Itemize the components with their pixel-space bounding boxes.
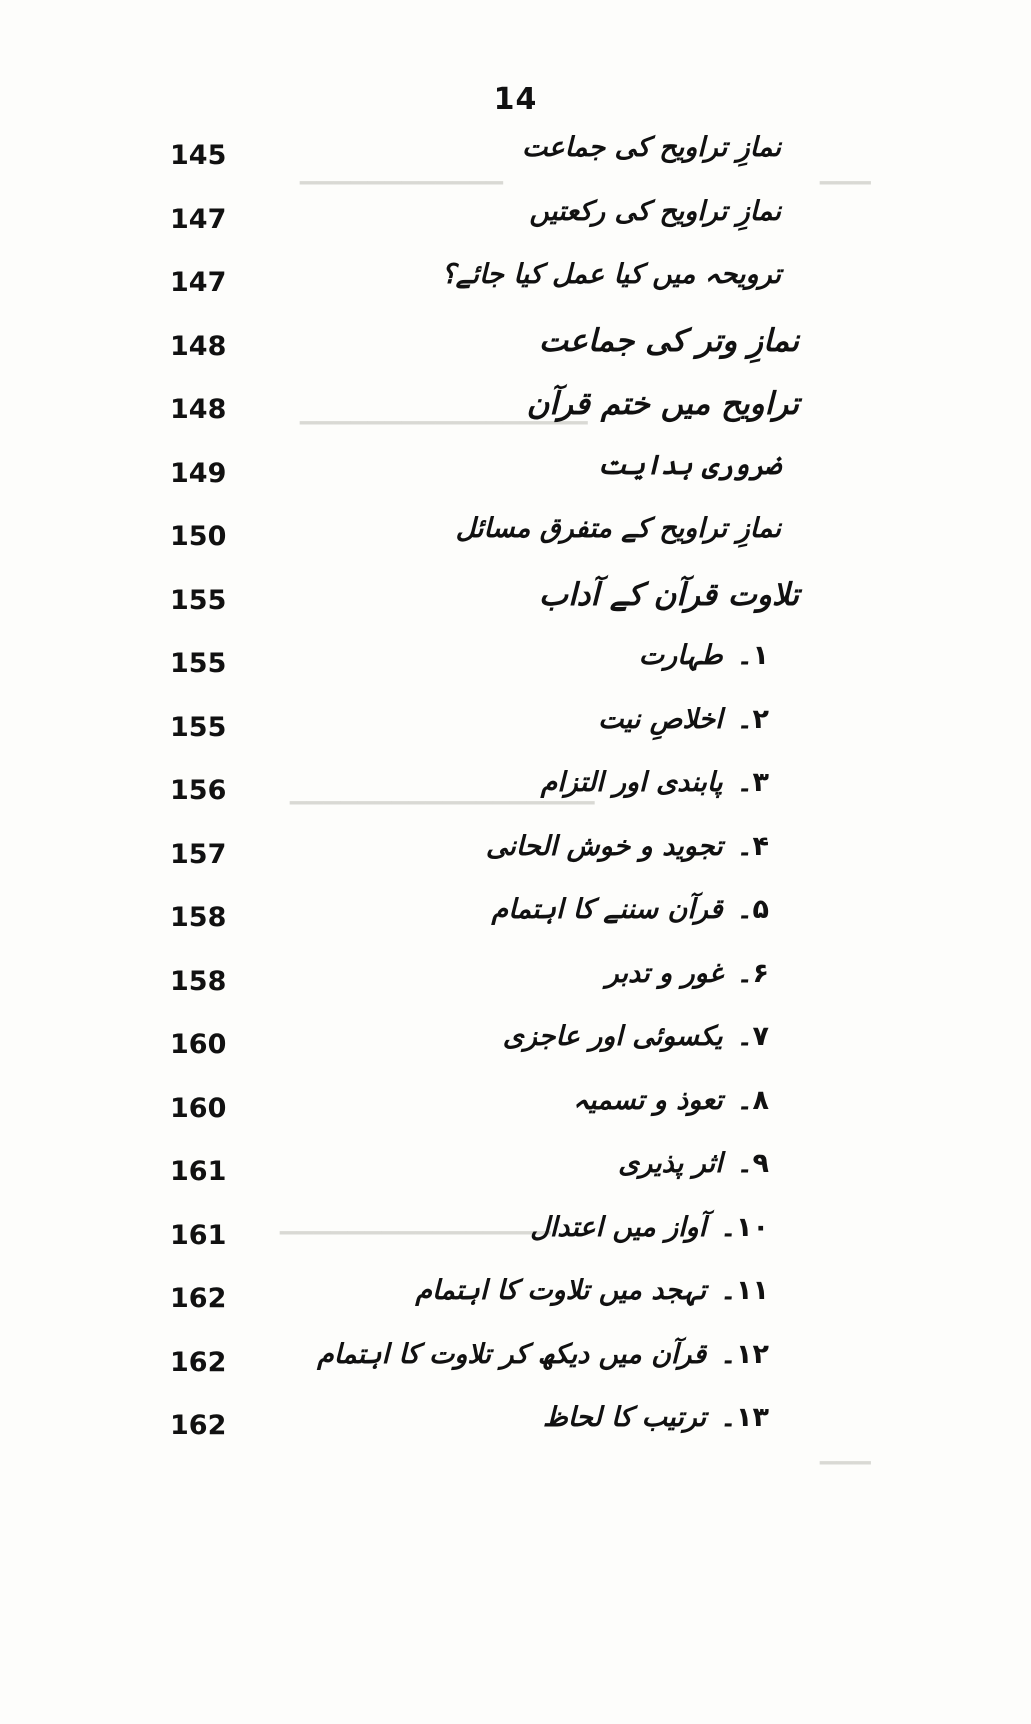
- toc-entry: [0, 1019, 1031, 1083]
- toc-entry-title: [317, 1339, 769, 1370]
- toc-entry-text: یکسوئی اور عاجزی: [502, 1021, 723, 1052]
- toc-entry-page: 148: [170, 330, 227, 362]
- toc-entry-index: ۳۔: [736, 767, 769, 798]
- toc-entry-page: 162: [170, 1410, 227, 1441]
- toc-entry-page: 160: [170, 1029, 227, 1060]
- toc-entry: [0, 448, 1031, 512]
- toc-entry-text: پابندی اور التزام: [540, 767, 723, 798]
- toc-entry-text: ترتیب کا لحاظ: [542, 1402, 707, 1433]
- toc-entry: [0, 575, 1031, 639]
- toc-entry-title: [598, 450, 781, 481]
- toc-entry-page: 155: [170, 584, 227, 616]
- toc-entry-page: 161: [170, 1219, 227, 1251]
- toc-entry-title: [486, 831, 769, 862]
- toc-entry-title: [639, 640, 769, 671]
- toc-entry: [0, 1400, 1031, 1464]
- toc-entry: [0, 321, 1031, 385]
- toc-entry-title: [530, 1212, 769, 1243]
- toc-entry-index: ۱۲۔: [720, 1338, 769, 1370]
- toc-entry-text: نمازِ وتر کی جماعت: [538, 322, 799, 359]
- toc-entry-text: اثر پذیری: [618, 1148, 723, 1179]
- toc-entry-text: ضروری ہدایت: [597, 449, 781, 481]
- toc-entry-page: 158: [170, 902, 227, 933]
- table-of-contents: [0, 130, 1031, 1464]
- toc-entry-index: ۱۱۔: [720, 1275, 769, 1306]
- toc-entry: [0, 1210, 1031, 1274]
- show-through-mark: ▁▁▁: [820, 160, 871, 185]
- toc-entry-title: [492, 894, 770, 925]
- toc-entry-page: 149: [170, 457, 227, 489]
- toc-entry-title: [522, 132, 781, 163]
- toc-entry-index: ۶۔: [736, 957, 769, 989]
- toc-entry-text: تعوذ و تسمیہ: [573, 1084, 723, 1116]
- toc-entry-index: ۱۔: [736, 640, 769, 671]
- toc-entry: [0, 511, 1031, 575]
- toc-entry-title: [541, 767, 769, 798]
- toc-entry-text: تلاوت قرآن کے آداب: [538, 576, 799, 613]
- toc-entry-page: 155: [170, 711, 227, 743]
- toc-entry-index: ۹۔: [736, 1148, 769, 1179]
- toc-entry-index: ۱۳۔: [720, 1402, 769, 1433]
- toc-entry-text: اخلاصِ نیت: [598, 703, 723, 735]
- toc-entry-title: [529, 196, 781, 227]
- toc-entry-title: [573, 1085, 769, 1116]
- toc-entry-page: 155: [170, 648, 227, 679]
- toc-entry-title: [618, 1148, 769, 1179]
- toc-entry-text: غور و تدبر: [605, 957, 723, 989]
- toc-entry-page: 150: [170, 521, 227, 552]
- toc-entry-title: [503, 1021, 769, 1052]
- toc-entry-index: ۴۔: [736, 830, 769, 862]
- toc-entry-text: نمازِ تراویح کی رکعتیں: [529, 195, 781, 227]
- toc-entry-index: ۷۔: [736, 1021, 769, 1052]
- toc-entry-title: [543, 1402, 769, 1433]
- toc-entry-index: ۱۰۔: [720, 1211, 769, 1243]
- toc-entry-text: قرآن سننے کا اہتمام: [491, 894, 723, 925]
- toc-entry: [0, 765, 1031, 829]
- toc-entry: [0, 702, 1031, 766]
- toc-entry-index: ۲۔: [736, 703, 769, 735]
- toc-entry: [0, 257, 1031, 321]
- toc-entry-title: [598, 704, 769, 735]
- toc-entry: [0, 1337, 1031, 1401]
- toc-entry-title: [415, 1275, 769, 1306]
- toc-entry-page: 156: [170, 775, 227, 806]
- toc-entry: [0, 829, 1031, 893]
- toc-entry-title: [456, 513, 781, 544]
- toc-entry-page: 157: [170, 838, 227, 870]
- show-through-mark: ▁▁▁: [820, 1440, 871, 1465]
- toc-entry-title: [539, 323, 799, 359]
- toc-entry-title: [606, 958, 769, 989]
- toc-entry: [0, 1273, 1031, 1337]
- toc-entry-text: تہجد میں تلاوت کا اہتمام: [415, 1275, 707, 1306]
- toc-entry: [0, 1146, 1031, 1210]
- page-number: 14: [493, 82, 538, 117]
- toc-entry-title: [527, 386, 799, 422]
- toc-entry-page: 147: [170, 203, 227, 235]
- toc-entry-title: [539, 577, 799, 613]
- toc-entry-page: 147: [170, 267, 227, 298]
- toc-entry: [0, 130, 1031, 194]
- show-through-mark: ▁▁▁▁▁▁▁▁▁▁▁▁▁▁▁▁: [280, 1210, 551, 1235]
- toc-entry-text: تراویح میں ختم قرآن: [526, 386, 799, 422]
- show-through-mark: ▁▁▁▁▁▁▁▁▁▁▁▁▁▁▁▁▁: [300, 400, 588, 425]
- toc-entry-text: تجوید و خوش الحانی: [485, 830, 723, 862]
- show-through-mark: ▁▁▁▁▁▁▁▁▁▁▁▁▁▁▁▁▁▁: [290, 780, 595, 805]
- toc-entry-page: 158: [170, 965, 227, 997]
- toc-entry-index: ۸۔: [736, 1084, 769, 1116]
- toc-entry-text: نمازِ تراویح کی جماعت: [522, 132, 781, 163]
- toc-entry-title: [441, 259, 781, 290]
- toc-entry-page: 162: [170, 1283, 227, 1314]
- toc-entry: [0, 384, 1031, 448]
- toc-entry-text: طہارت: [638, 640, 723, 671]
- toc-entry-page: 162: [170, 1346, 227, 1378]
- toc-entry-text: نمازِ تراویح کے متفرق مسائل: [455, 513, 781, 544]
- toc-entry-text: ترویحہ میں کیا عمل کیا جائے؟: [441, 259, 781, 290]
- toc-entry-page: 148: [170, 394, 227, 425]
- toc-entry: [0, 1083, 1031, 1147]
- toc-entry-page: 160: [170, 1092, 227, 1124]
- toc-entry-page: 145: [170, 140, 227, 171]
- toc-entry-index: ۵۔: [736, 894, 769, 925]
- toc-entry-page: 161: [170, 1156, 227, 1187]
- show-through-mark: ▁▁▁▁▁▁▁▁▁▁▁▁: [300, 160, 504, 185]
- toc-entry: [0, 194, 1031, 258]
- toc-entry: [0, 892, 1031, 956]
- toc-entry: [0, 638, 1031, 702]
- toc-entry-text: آواز میں اعتدال: [530, 1211, 707, 1243]
- toc-entry: [0, 956, 1031, 1020]
- toc-entry-text: قرآن میں دیکھ کر تلاوت کا اہتمام: [317, 1338, 707, 1370]
